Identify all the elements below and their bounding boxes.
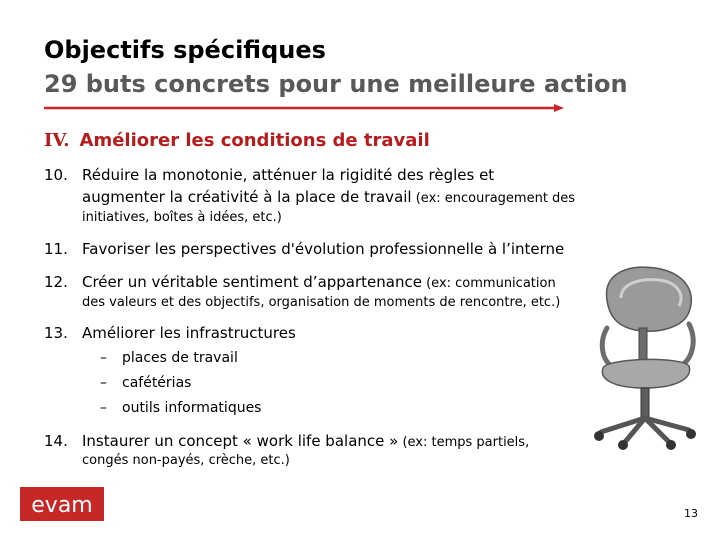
list-item-11 [44, 240, 564, 258]
item-number: 14. [44, 432, 68, 450]
slide-subtitle: 29 buts concrets pour une meilleure action [44, 70, 628, 98]
list-item-14-line2: congés non-payés, crèche, etc.) [82, 453, 290, 468]
section-text: Améliorer les conditions de travail [79, 130, 430, 151]
item-note: (ex: encouragement des [411, 191, 576, 206]
dash: – [100, 375, 107, 391]
list-item-14 [44, 432, 529, 450]
section-number: IV. [44, 130, 70, 151]
item-text: Créer un véritable sentiment d’appartenance [82, 273, 422, 291]
list-item-12 [44, 273, 556, 291]
logo-text: evam [31, 493, 93, 518]
item-text: Instaurer un concept « work life balance » [82, 432, 399, 450]
list-item-10-line3: initiatives, boîtes à idées, etc.) [82, 210, 282, 225]
item-text: Favoriser les perspectives d'évolution professionnelle à l’interne [82, 240, 565, 258]
list-item-13 [44, 324, 296, 342]
item-number: 13. [44, 324, 68, 342]
item-text: Améliorer les infrastructures [82, 324, 296, 342]
list-item-10-line2 [82, 188, 575, 206]
item-note: (ex: communication [421, 276, 556, 291]
sub-item-text: cafétérias [122, 375, 192, 391]
item-text: Réduire la monotonie, atténuer la rigidité des règles et [82, 166, 495, 184]
item-number: 10. [44, 166, 68, 184]
sub-item-text: outils informatiques [122, 400, 262, 416]
office-chair-icon [585, 250, 705, 450]
title-underline-arrow [44, 104, 564, 112]
list-item-10 [44, 166, 494, 184]
dash: – [100, 400, 107, 416]
item-text: augmenter la créativité à la place de travail [82, 188, 412, 206]
sub-item-text: places de travail [122, 350, 238, 366]
item-number: 12. [44, 273, 68, 291]
sub-item [100, 350, 238, 366]
list-item-12-line2: des valeurs et des objectifs, organisation de moments de rencontre, etc.) [82, 295, 561, 310]
slide-title: Objectifs spécifiques [44, 36, 326, 64]
item-note: (ex: temps partiels, [398, 435, 530, 450]
sub-item [100, 400, 261, 416]
page-number: 13 [684, 507, 698, 520]
section-heading [44, 130, 430, 151]
item-number: 11. [44, 240, 68, 258]
dash: – [100, 350, 107, 366]
sub-item [100, 375, 191, 391]
evam-logo [20, 487, 104, 521]
